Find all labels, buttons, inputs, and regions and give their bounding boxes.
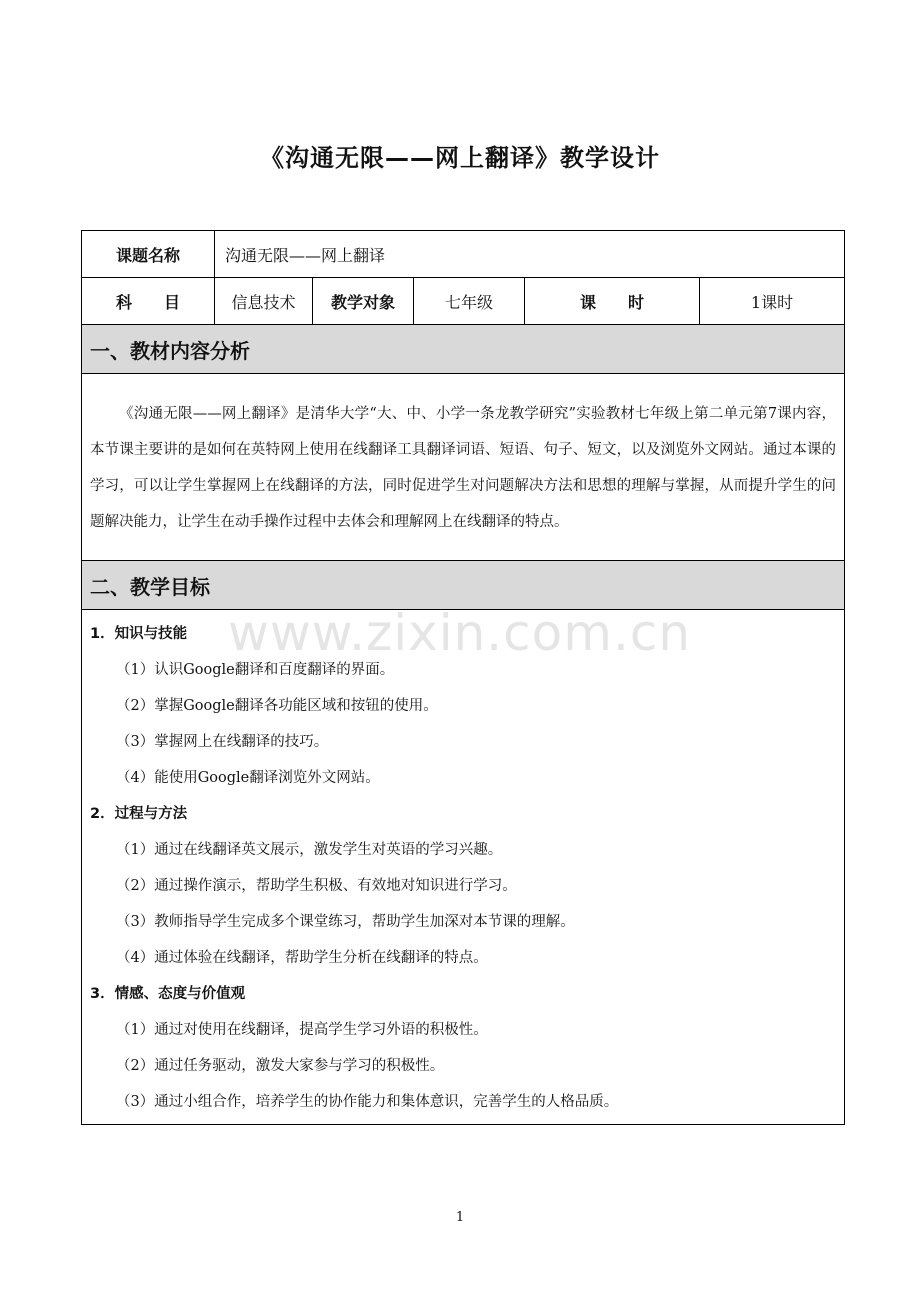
section1-body — [82, 374, 845, 561]
subject-value: 信息技术 — [215, 278, 313, 325]
goal-item: （1）通过在线翻译英文展示，激发学生对英语的学习兴趣。 — [116, 842, 503, 858]
subject-label: 科 目 — [82, 278, 215, 325]
goal-item: （4）通过体验在线翻译，帮助学生分析在线翻译的特点。 — [116, 950, 488, 966]
audience-label: 教学对象 — [313, 278, 414, 325]
section2-body — [82, 610, 845, 1125]
goal-item: （4）能使用Google翻译浏览外文网站。 — [116, 770, 380, 786]
watermark: www.zixin.com.cn — [228, 604, 692, 662]
section2-heading: 二、教学目标 — [82, 561, 845, 610]
analysis-paragraph: 《沟通无限——网上翻译》是清华大学“大、中、小学一条龙教学研究”实验教材七年级上第二单元第7课内容，本节课主要讲的是如何在英特网上使用在线翻译工具翻译词语、短语、句子、短文，以及浏览外文网站。通过本课的学习，可以让学生掌握网上在线翻译的方法，同时促进学生对问题解决方法和思想的理解与掌握，从而提升学生的问题解决能力，让学生在动手操作过程中去体会和理解网上在线翻译的特点。 — [90, 406, 837, 530]
goal-item: （1）通过对使用在线翻译，提高学生学习外语的积极性。 — [116, 1022, 488, 1038]
hours-value: 1课时 — [700, 278, 845, 325]
lesson-plan-table — [81, 230, 845, 1125]
topic-value: 沟通无限——网上翻译 — [215, 231, 845, 278]
goal-item: （3）教师指导学生完成多个课堂练习，帮助学生加深对本节课的理解。 — [116, 914, 575, 930]
audience-value: 七年级 — [414, 278, 525, 325]
page-number: 1 — [455, 1210, 465, 1225]
section1-body-row — [82, 374, 845, 561]
goal-item: （2）通过任务驱动，激发大家参与学习的积极性。 — [116, 1058, 445, 1074]
goal-item: （2）掌握Google翻译各功能区域和按钮的使用。 — [116, 698, 438, 714]
section1-heading: 一、教材内容分析 — [82, 325, 845, 374]
hours-label: 课 时 — [525, 278, 700, 325]
goal-group-title: 2．过程与方法 — [90, 806, 188, 822]
section1-heading-row — [82, 325, 845, 374]
topic-label: 课题名称 — [82, 231, 215, 278]
goal-group-title: 1．知识与技能 — [90, 626, 188, 642]
section2-heading-row — [82, 561, 845, 610]
goal-group-title: 3．情感、态度与价值观 — [90, 986, 246, 1002]
section2-body-row — [82, 610, 845, 1125]
goal-item: （1）认识Google翻译和百度翻译的界面。 — [116, 662, 395, 678]
document-title: 《沟通无限——网上翻译》教学设计 — [260, 144, 660, 172]
info-row — [82, 278, 845, 325]
goal-item: （3）掌握网上在线翻译的技巧。 — [116, 734, 329, 750]
topic-row — [82, 231, 845, 278]
goal-item: （2）通过操作演示，帮助学生积极、有效地对知识进行学习。 — [116, 878, 517, 894]
goal-item: （3）通过小组合作，培养学生的协作能力和集体意识，完善学生的人格品质。 — [116, 1094, 619, 1110]
